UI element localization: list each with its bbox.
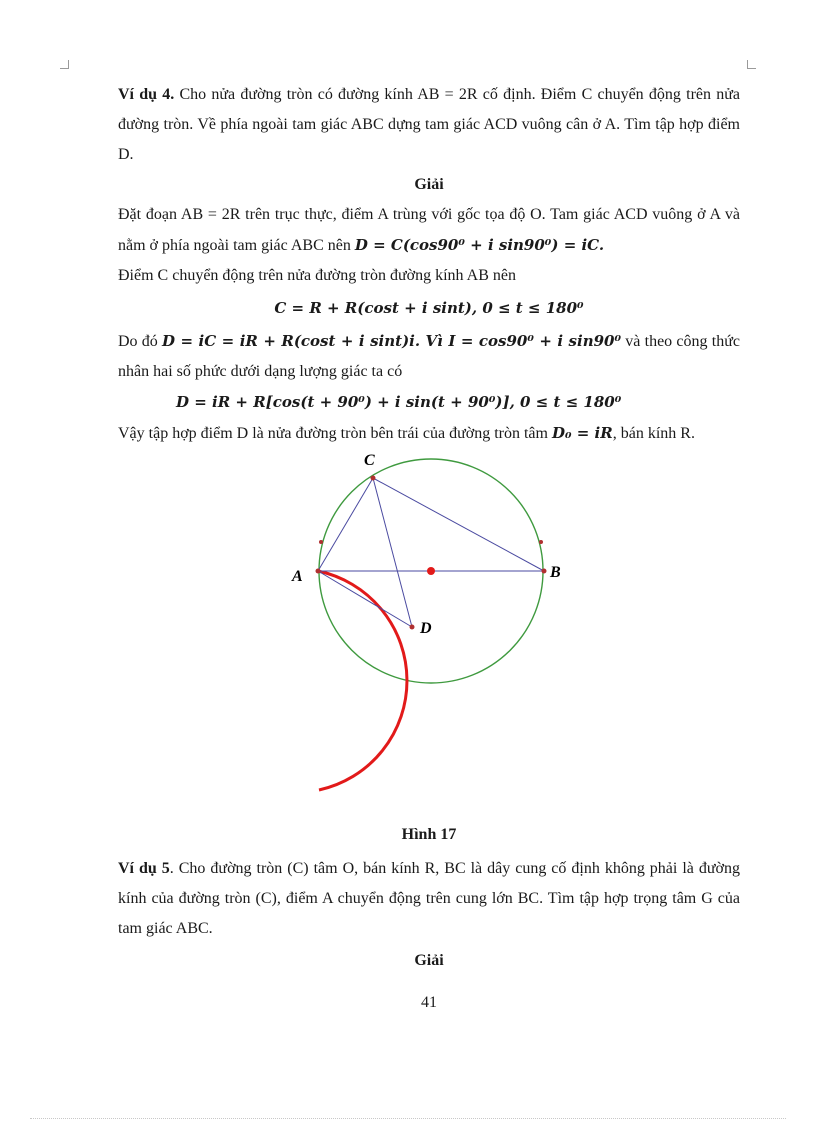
segment-bc: [373, 478, 544, 571]
figure-caption: Hình 17: [401, 826, 457, 843]
solution-text-3-suffix: và theo công thức nhân hai số phức dưới dạng lượng giác ta có: [118, 333, 740, 380]
label-b: B: [550, 564, 561, 581]
solution-paragraph-1: [118, 200, 740, 261]
segment-ad: [318, 571, 412, 627]
page-number: 41: [421, 994, 437, 1011]
segment-ac: [318, 478, 373, 571]
formula-d-ic: D = C(cos90⁰ + i sin90⁰) = iC.: [354, 236, 605, 254]
semicircle-endpoint-left: [319, 540, 323, 544]
formula-d0: D₀ = iR: [551, 424, 613, 442]
example-4-paragraph: [118, 80, 740, 170]
label-d: D: [420, 620, 432, 637]
example-4-text: Cho nửa đường tròn có đường kính AB = 2R cố định. Điểm C chuyển động trên nửa đường tròn. Về phía ngoài tam giác ABC dựng tam giác ACD vuông cân ở A. Tìm tập hợp điểm D.: [118, 86, 741, 163]
point-b: [542, 569, 547, 574]
label-c: C: [364, 452, 375, 469]
example-4-label: Ví dụ 4.: [118, 86, 175, 103]
example-5-label: Ví dụ 5: [118, 860, 170, 877]
crop-mark-top-left: [60, 60, 69, 69]
point-c: [371, 476, 376, 481]
point-d: [410, 625, 415, 630]
solution-paragraph-2: Điểm C chuyển động trên nửa đường tròn đường kính AB nên: [118, 267, 516, 284]
formula-d-line: [118, 387, 740, 418]
formula-d-expansion: D = iC = iR + R(cost + i sint)i. Vì I = cos90⁰ + i sin90⁰: [162, 332, 622, 350]
center-point: [427, 567, 435, 575]
page-content: [118, 80, 740, 1018]
solution-heading: Giải: [414, 176, 444, 193]
solution-text-4: Vậy tập hợp điểm D là nửa đường tròn bên trái của đường tròn tâm: [118, 425, 552, 442]
solution-paragraph-3: [118, 326, 740, 387]
solution-text-4-suffix: , bán kính R.: [612, 425, 695, 442]
footer-rule: [30, 1118, 786, 1119]
label-a: A: [292, 568, 303, 585]
example-5-text: . Cho đường tròn (C) tâm O, bán kính R, BC là dây cung cố định không phải là đường kính của đường tròn (C), điểm A chuyển động trên cung lớn BC. Tìm tập hợp trọng tâm G của tam giác ABC.: [118, 860, 740, 937]
crop-mark-top-right: [747, 60, 756, 69]
solution-text-1: Đặt đoạn AB = 2R trên trục thực, điểm A trùng với gốc tọa độ O. Tam giác ACD vuông ở A và nằm ở phía ngoài tam giác ABC nên: [118, 206, 740, 254]
formula-c: C = R + R(cost + i sint), 0 ≤ t ≤ 180⁰: [274, 299, 584, 317]
formula-d: D = iR + R[cos(t + 90⁰) + i sin(t + 90⁰)], 0 ≤ t ≤ 180⁰: [176, 393, 622, 411]
example-5-paragraph: [118, 854, 740, 944]
geometry-diagram: [278, 451, 578, 811]
figure-17: [118, 449, 740, 814]
locus-arc: [318, 571, 407, 790]
semicircle-endpoint-right: [539, 540, 543, 544]
solution-text-3-prefix: Do đó: [118, 333, 163, 350]
point-a: [316, 569, 321, 574]
solution-heading-2: Giải: [414, 952, 444, 969]
solution-paragraph-4: [118, 418, 740, 449]
formula-c-line: [118, 293, 740, 324]
